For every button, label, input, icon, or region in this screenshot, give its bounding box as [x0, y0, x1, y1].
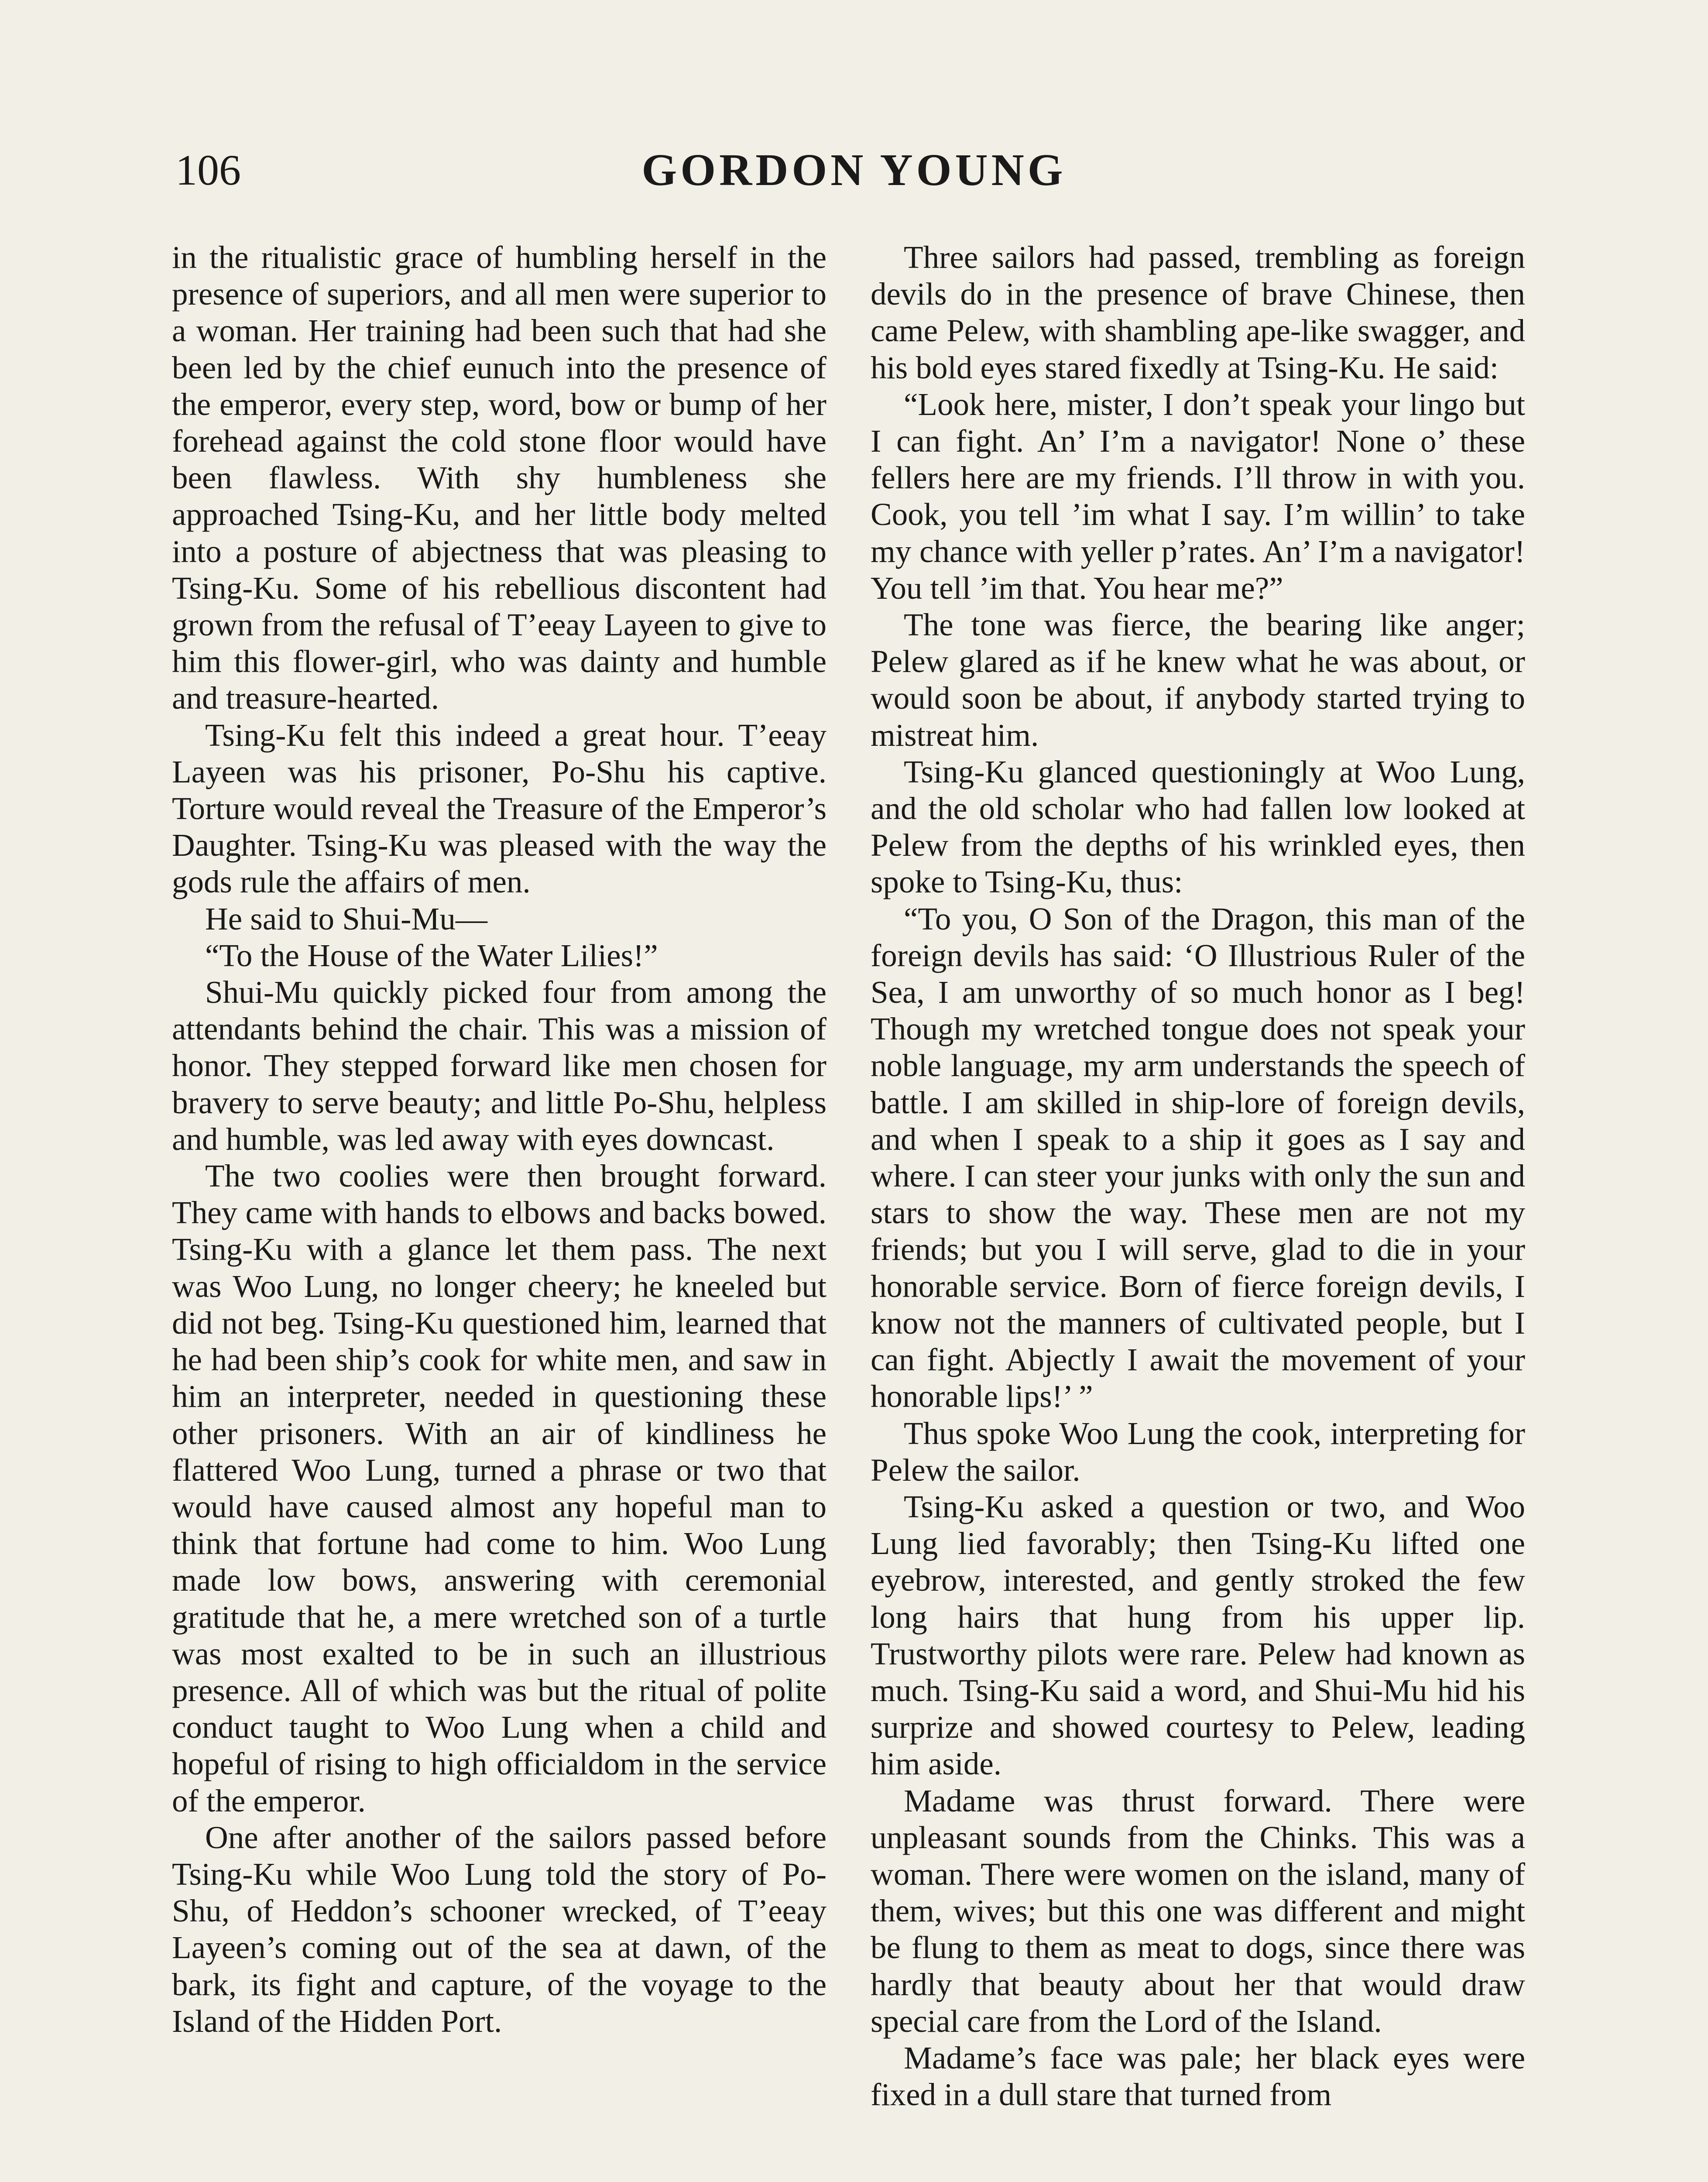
- paragraph: Tsing-Ku asked a question or two, and Woo Lung lied favorably; then Tsing-Ku lifted one eyebrow, interested, and gently stroked the few long hairs that hung from his upper lip. Trustworthy pilots were rare. Pelew had known as much. Tsing-Ku said a word, and Shui-Mu hid his surprize and showed courtesy to Pelew, leading him aside.: [871, 1489, 1525, 1782]
- paragraph: He said to Shui-Mu—: [205, 901, 487, 937]
- paragraph: Shui-Mu quickly picked four from among the attendants behind the chair. This was a mission of honor. They stepped forward like men chosen for bravery to serve beauty; and little Po-Shu, helpless and humble, was led away with eyes downcast.: [172, 974, 827, 1157]
- paragraph: The two coolies were then brought forward. They came with hands to elbows and backs bowed. Tsing-Ku with a glance let them pass. The next was Woo Lung, no longer cheery; he kneeled but did not beg. Tsing-Ku questioned him, learned that he had been ship’s cook for white men, and saw in him an interpreter, needed in questioning these other prisoners. With an air of kindliness he flattered Woo Lung, turned a phrase or two that would have caused almost any hopeful man to think that fortune had come to him. Woo Lung made low bows, answering with ceremonial gratitude that he, a mere wretched son of a turtle was most exalted to be in such an illustrious presence. All of which was but the ritual of polite conduct taught to Woo Lung when a child and hopeful of rising to high officialdom in the service of the emperor.: [172, 1158, 827, 1818]
- paragraph: in the ritualistic grace of humbling herself in the presence of superiors, and all men were superior to a woman. Her training had been such that had she been led by the chief eunuch into the presence of the emperor, every step, word, bow or bump of her forehead against the cold stone floor would have been flawless. With shy humbleness she approached Tsing-Ku, and her little body melted into a posture of abjectness that was pleasing to Tsing-Ku. Some of his rebellious discontent had grown from the refusal of T’eeay Layeen to give to him this flower-girl, who was dainty and humble and treasure-hearted.: [172, 240, 827, 716]
- paragraph: “Look here, mister, I don’t speak your lingo but I can fight. An’ I’m a navigator! None o’ these fellers here are my friends. I’ll throw in with you. Cook, you tell ’im what I say. I’m willin’ to take my chance with yeller p’rates. An’ I’m a navigator! You tell ’im that. You hear me?”: [871, 386, 1525, 606]
- right-column: [871, 239, 1525, 2113]
- paragraph: The tone was fierce, the bearing like anger; Pelew glared as if he knew what he was about, or would soon be about, if anybody started trying to mistreat him.: [871, 607, 1525, 753]
- paragraph: Tsing-Ku glanced questioningly at Woo Lung, and the old scholar who had fallen low looked at Pelew from the depths of his wrinkled eyes, then spoke to Tsing-Ku, thus:: [871, 754, 1525, 900]
- paragraph: Thus spoke Woo Lung the cook, interpreting for Pelew the sailor.: [871, 1415, 1525, 1488]
- paragraph: One after another of the sailors passed before Tsing-Ku while Woo Lung told the story of Po-Shu, of Heddon’s schooner wrecked, of T’eeay Layeen’s coming out of the sea at dawn, of the bark, its fight and capture, of the voyage to the Island of the Hidden Port.: [172, 1819, 827, 2039]
- paragraph: “To you, O Son of the Dragon, this man of the foreign devils has said: ‘O Illustrious Ruler of the Sea, I am unworthy of so much honor as I beg! Though my wretched tongue does not speak your noble language, my arm understands the speech of battle. I am skilled in ship-lore of foreign devils, and when I speak to a ship it goes as I say and where. I can steer your junks with only the sun and stars to show the way. These men are not my friends; but you I will serve, glad to die in your honorable service. Born of fierce foreign devils, I know not the manners of cultivated people, but I can fight. Abjectly I await the movement of your honorable lips!’ ”: [871, 901, 1525, 1414]
- running-head: GORDON YOUNG: [641, 145, 1067, 195]
- paragraph: “To the House of the Water Lilies!”: [205, 937, 658, 973]
- left-column: [172, 239, 827, 2040]
- paragraph: Madame was thrust forward. There were unpleasant sounds from the Chinks. This was a woman. There were women on the island, many of them, wives; but this one was different and might be flung to them as meat to dogs, since there was hardly that beauty about her that would draw special care from the Lord of the Island.: [871, 1783, 1525, 2039]
- page-number: 106: [175, 146, 241, 194]
- paragraph: Tsing-Ku felt this indeed a great hour. T’eeay Layeen was his prisoner, Po-Shu his captive. Torture would reveal the Treasure of the Emperor’s Daughter. Tsing-Ku was pleased with the way the gods rule the affairs of men.: [172, 717, 827, 900]
- paragraph: Three sailors had passed, trembling as foreign devils do in the presence of brave Chinese, then came Pelew, with shambling ape-like swagger, and his bold eyes stared fixedly at Tsing-Ku. He said:: [871, 240, 1525, 385]
- paragraph: Madame’s face was pale; her black eyes were fixed in a dull stare that turned from: [871, 2040, 1525, 2113]
